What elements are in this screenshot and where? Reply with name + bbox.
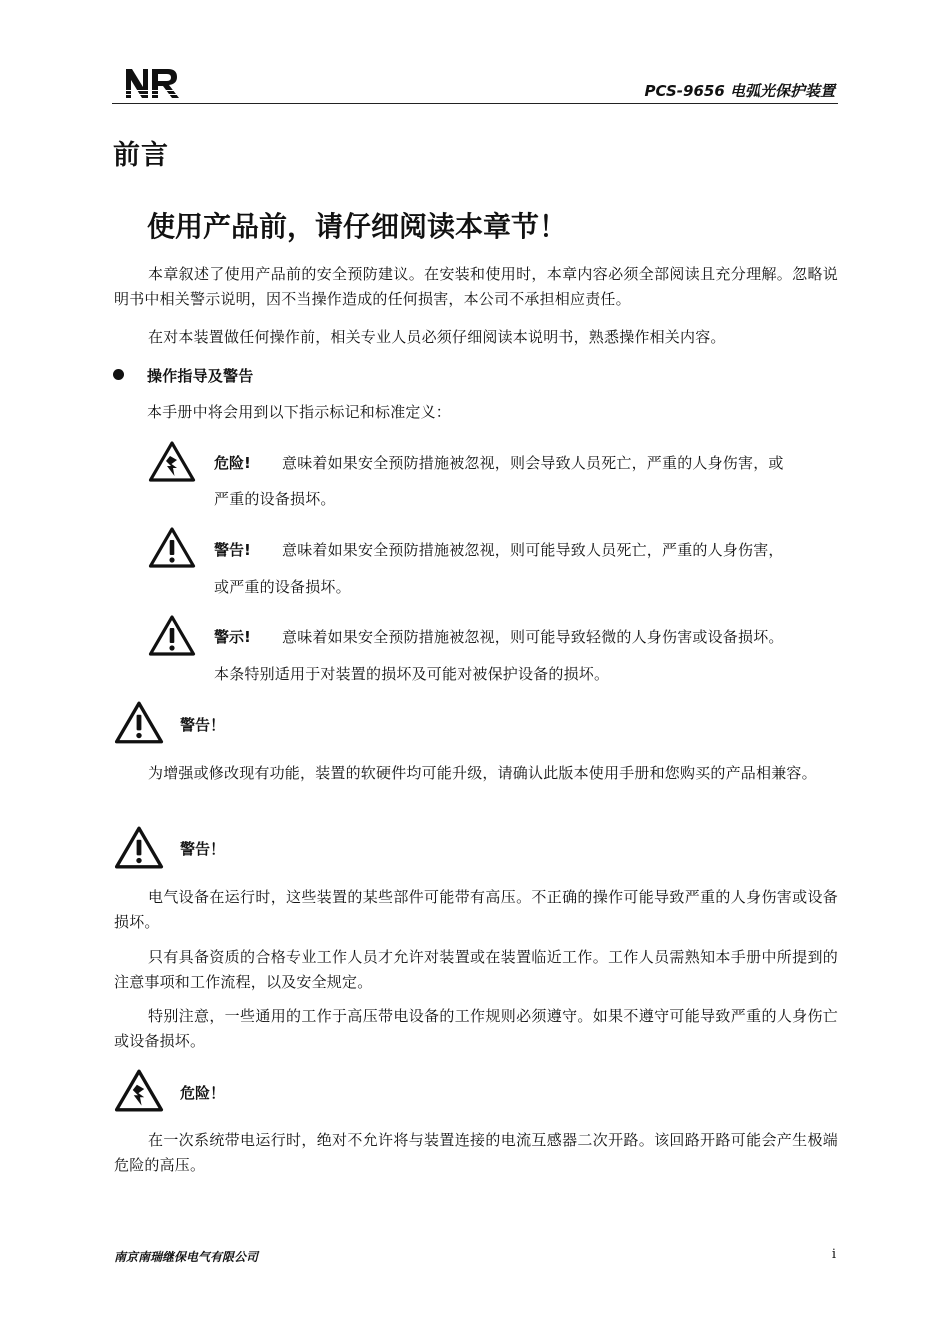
definition-text-caution: 意味着如果安全预防措施被忽视，则可能导致轻微的人身伤害或设备损坏。	[282, 628, 784, 646]
page-number: i	[831, 1247, 836, 1262]
document-title: PCS-9656 电弧光保护装置	[644, 82, 835, 100]
guide-heading: 操作指导及警告	[147, 367, 254, 385]
definition-label-danger: 危险!	[214, 454, 251, 472]
definition-text-warning: 意味着如果安全预防措施被忽视，则可能导致人员死亡，严重的人身伤害，	[282, 541, 784, 559]
caution-exclamation-icon	[148, 614, 196, 657]
footer-company: 南京南瑞继保电气有限公司	[114, 1250, 259, 1264]
intro-paragraph-1: 本章叙述了使用产品前的安全预防建议。在安装和使用时，本章内容必须全部阅读且充分理解。忽略说明书中相关警示说明，因不当操作造成的任何损害，本公司不承担相应责任。	[114, 265, 838, 308]
definition-text-caution-cont: 本条特别适用于对装置的损坏及可能对被保护设备的损坏。	[214, 665, 610, 683]
danger-lightning-icon	[148, 440, 196, 483]
nr-logo-icon	[124, 66, 180, 100]
company-logo	[124, 66, 180, 100]
warning-exclamation-icon	[114, 700, 164, 745]
notice-paragraph: 为增强或修改现有功能，装置的软硬件均可能升级，请确认此版本使用手册和您购买的产品相兼容。	[148, 764, 817, 782]
notice-label-warning-1: 警告！	[180, 716, 226, 734]
notice-paragraph: 只有具备资质的合格专业工作人员才允许对装置或在装置临近工作。工作人员需熟知本手册中所提到的注意事项和工作流程，以及安全规定。	[114, 948, 838, 991]
notice-label-danger: 危险！	[180, 1084, 226, 1102]
definition-text-danger-cont: 严重的设备损坏。	[214, 490, 336, 508]
notice-paragraph: 电气设备在运行时，这些装置的某些部件可能带有高压。不正确的操作可能导致严重的人身伤害或设备损坏。	[114, 888, 838, 931]
bullet-icon	[113, 369, 124, 380]
section-title: 使用产品前，请仔细阅读本章节！	[147, 210, 568, 243]
definition-label-caution: 警示!	[214, 628, 251, 646]
definition-text-danger: 意味着如果安全预防措施被忽视，则会导致人员死亡，严重的人身伤害，或	[282, 454, 784, 472]
guide-intro: 本手册中将会用到以下指示标记和标准定义：	[147, 403, 452, 421]
warning-exclamation-icon	[114, 825, 164, 870]
notice-paragraph: 在一次系统带电运行时，绝对不允许将与装置连接的电流互感器二次开路。该回路开路可能会产生极端危险的高压。	[114, 1131, 838, 1174]
definition-label-warning: 警告!	[214, 541, 251, 559]
warning-exclamation-icon	[148, 526, 196, 569]
notice-label-warning-2: 警告！	[180, 840, 226, 858]
intro-paragraph-2: 在对本装置做任何操作前，相关专业人员必须仔细阅读本说明书，熟悉操作相关内容。	[148, 328, 726, 346]
danger-lightning-icon	[114, 1068, 164, 1113]
chapter-title: 前言	[113, 140, 169, 171]
definition-text-warning-cont: 或严重的设备损坏。	[214, 578, 351, 596]
notice-paragraph: 特别注意，一些通用的工作于高压带电设备的工作规则必须遵守。如果不遵守可能导致严重的人身伤亡或设备损坏。	[114, 1007, 838, 1050]
header-divider	[112, 103, 838, 104]
